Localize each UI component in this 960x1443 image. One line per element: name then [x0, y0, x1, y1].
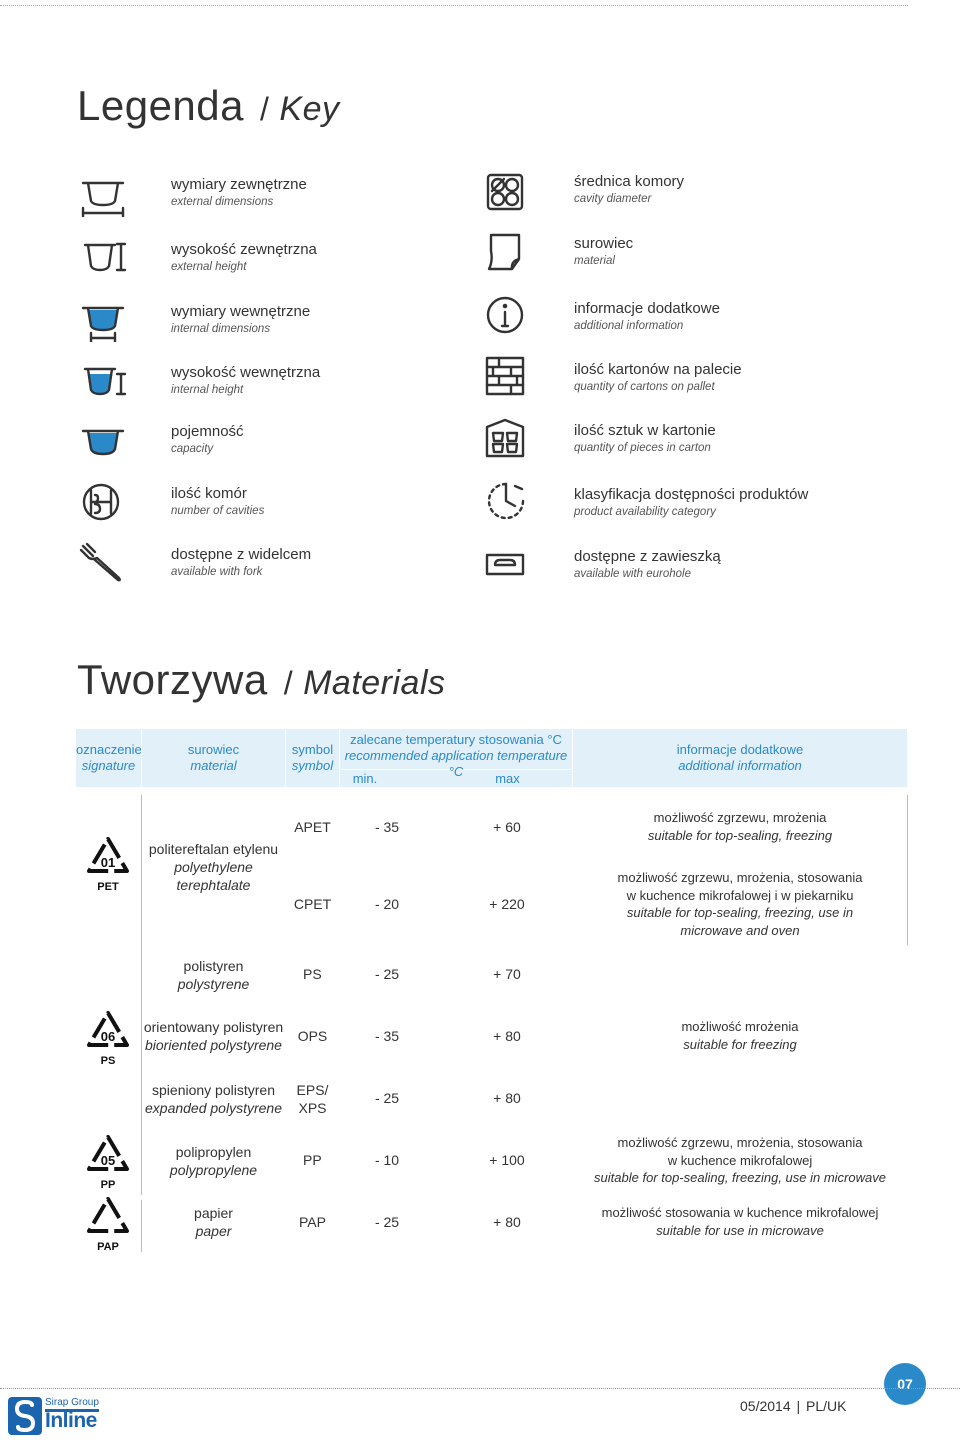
pallet-icon: [484, 355, 526, 397]
recycle-icon: [85, 1010, 131, 1050]
info-cpet: [573, 869, 907, 939]
legend-item-external-height: [171, 241, 317, 275]
recycle-code-label: PP: [100, 1179, 116, 1191]
material-pp: [142, 1143, 285, 1179]
cavities-icon: [81, 482, 121, 522]
symbol-pp: PP: [303, 1152, 322, 1168]
legend-item-fork: [171, 546, 311, 580]
footer-date: 05/2014: [740, 1398, 791, 1414]
symbol-cpet: CPET: [293, 896, 332, 912]
min-temp: - 35: [374, 819, 400, 835]
legend-label-en: available with eurohole: [574, 568, 691, 580]
column-divider: [907, 795, 908, 945]
legend-label-en: number of cavities: [171, 505, 265, 517]
header-material-pl: surowiec: [187, 742, 240, 757]
header-signature-en: signature: [81, 758, 136, 773]
legend-label-en: external height: [171, 261, 247, 273]
legend-item-capacity: [171, 423, 244, 457]
legend-label-en: internal height: [171, 384, 244, 396]
legend-item-material: [574, 235, 633, 269]
legend-label-pl: ilość sztuk w kartonie: [574, 422, 716, 439]
title-separator: /: [260, 91, 270, 127]
info-text-en: suitable for top-sealing, freezing: [647, 827, 833, 843]
max-temp: + 60: [493, 819, 521, 835]
max-temp: + 70: [493, 966, 521, 982]
symbol-ps: PS: [303, 966, 322, 982]
material-name-pl: polipropylen: [175, 1144, 252, 1160]
info-text-en: suitable for top-sealing, freezing, use in: [626, 905, 854, 920]
legend-title-pl: Legenda: [77, 82, 245, 129]
symbol-eps-line: EPS/: [296, 1082, 329, 1098]
capacity-icon: [79, 423, 127, 459]
info-text-pl: możliwość zgrzewu, mrożenia: [653, 810, 827, 825]
symbol-pap: PAP: [299, 1214, 326, 1230]
footer-edition: 05/2014 | PL/UK: [740, 1398, 847, 1414]
info-text-pl: w kuchence mikrofalowej: [667, 1152, 813, 1168]
recycle-icon: [85, 836, 131, 876]
footer-language: PL/UK: [806, 1398, 847, 1414]
material-name-en: polyethylene: [174, 859, 253, 875]
min-temp: - 25: [374, 1090, 400, 1106]
legend-item-external-dimensions: [171, 176, 307, 210]
footer-dotted-rule: [0, 1388, 960, 1389]
header-temp-pl: zalecane temperatury stosowania °C: [350, 732, 562, 747]
legend-item-cavity-diameter: [574, 173, 684, 207]
legend-label-pl: klasyfikacja dostępności produktów: [574, 486, 809, 503]
info-text-pl: możliwość zgrzewu, mrożenia, stosowania: [617, 1135, 863, 1150]
material-name-pl: spieniony polistyren: [152, 1082, 275, 1098]
header-max: max: [495, 771, 520, 786]
legend-label-en: quantity of pieces in carton: [574, 442, 711, 454]
symbol-ops: OPS: [297, 1028, 328, 1044]
min-temp: - 35: [374, 1028, 400, 1044]
symbol-eps: [286, 1081, 339, 1117]
info-pap: [573, 1204, 907, 1239]
header-material: [142, 742, 285, 774]
min-temp: - 20: [374, 896, 400, 912]
brand-logo-text: Inline: [45, 1409, 97, 1432]
recycle-code-label: PAP: [97, 1241, 119, 1253]
info-text-pl: możliwość mrożenia: [681, 1019, 799, 1034]
legend-label-en: internal dimensions: [171, 323, 271, 335]
recycle-symbol-ps: [82, 1010, 134, 1067]
info-text-en: microwave and oven: [680, 922, 800, 938]
recycle-symbol-pp: [82, 1134, 134, 1191]
header-info-pl: informacje dodatkowe: [676, 742, 804, 757]
material-ps: [142, 957, 285, 993]
fork-icon: [79, 542, 125, 582]
info-icon: [485, 295, 525, 335]
internal-dimensions-icon: [79, 300, 127, 342]
legend-label-en: additional information: [574, 320, 684, 332]
internal-height-icon: [83, 364, 129, 398]
recycle-symbol-pap: [82, 1196, 134, 1253]
legend-item-eurohole: [574, 548, 721, 582]
page-number-badge: 07: [884, 1363, 926, 1405]
material-pap: [142, 1204, 285, 1240]
info-text-pl: możliwość zgrzewu, mrożenia, stosowania: [617, 870, 863, 885]
top-dotted-rule: [0, 0, 908, 6]
max-temp: + 100: [489, 1152, 525, 1168]
recycle-code-number: 01: [100, 855, 116, 870]
clock-icon: [485, 480, 527, 522]
legend-item-availability: [574, 486, 808, 520]
max-temp: + 80: [493, 1028, 521, 1044]
legend-label-en: cavity diameter: [574, 193, 652, 205]
legend-label-en: available with fork: [171, 566, 263, 578]
legend-label-en: external dimensions: [171, 196, 274, 208]
material-name-en: paper: [195, 1223, 232, 1239]
header-min: min.: [352, 771, 378, 786]
legend-label-pl: informacje dodatkowe: [574, 300, 720, 317]
info-text-en: suitable for top-sealing, freezing, use in microwave: [594, 1170, 886, 1185]
external-dimensions-icon: [79, 175, 127, 217]
material-name-pl: polistyren: [183, 958, 244, 974]
recycle-symbol-pet: [82, 836, 134, 893]
material-name-en: polypropylene: [169, 1162, 258, 1178]
legend-item-internal-height: [171, 364, 320, 398]
legend-label-pl: średnica komory: [574, 173, 685, 190]
legend-label-en: material: [574, 255, 615, 267]
info-text-en: suitable for freezing: [683, 1036, 797, 1052]
external-height-icon: [83, 240, 129, 274]
material-eps: [142, 1081, 285, 1117]
min-temp: - 25: [374, 966, 400, 982]
header-temp-en: recommended application temperature °C: [344, 748, 568, 779]
material-name-en: polystyrene: [177, 976, 250, 992]
materials-title: [77, 656, 446, 704]
legend-item-additional-info: [574, 300, 720, 334]
symbol-apet: APET: [294, 819, 331, 835]
carton-icon: [484, 417, 526, 459]
legend-item-internal-dimensions: [171, 303, 310, 337]
info-text-pl: w kuchence mikrofalowej i w piekarniku: [626, 887, 854, 903]
max-temp: + 80: [493, 1090, 521, 1106]
material-name-en: bioriented polystyrene: [145, 1037, 282, 1053]
header-material-en: material: [190, 758, 237, 773]
legend-item-carton: [574, 422, 716, 456]
legend-label-pl: ilość kartonów na palecie: [574, 361, 742, 378]
info-pp: [573, 1134, 907, 1187]
material-icon: [486, 231, 524, 273]
legend-title: [77, 82, 340, 130]
material-name-en: expanded polystyrene: [145, 1100, 282, 1116]
min-temp: - 10: [374, 1152, 400, 1168]
header-signature-pl: oznaczenie: [76, 742, 142, 757]
legend-title-en: Key: [279, 90, 340, 128]
material-ops: [142, 1018, 285, 1054]
header-signature: [76, 742, 141, 774]
legend-item-cavities: [171, 485, 264, 519]
legend-item-pallet: [574, 361, 742, 395]
legend-label-pl: dostępne z zawieszką: [574, 548, 721, 565]
sirap-logo-icon: [8, 1397, 42, 1435]
legend-label-pl: pojemność: [171, 423, 244, 440]
min-temp: - 25: [374, 1214, 400, 1230]
material-pet: [142, 840, 285, 894]
materials-title-pl: Tworzywa: [77, 656, 268, 703]
legend-label-pl: wysokość wewnętrzna: [171, 364, 321, 381]
info-text-pl: możliwość stosowania w kuchence mikrofalowej: [601, 1205, 879, 1220]
legend-label-pl: wysokość zewnętrzna: [171, 241, 317, 258]
title-separator: /: [283, 665, 294, 701]
legend-label-en: quantity of cartons on pallet: [574, 381, 715, 393]
eurohole-icon: [484, 550, 526, 578]
legend-label-pl: wymiary wewnętrzne: [171, 303, 311, 320]
recycle-code-number: 06: [100, 1029, 116, 1044]
symbol-xps-line: XPS: [298, 1100, 327, 1116]
legend-label-pl: dostępne z widelcem: [171, 546, 312, 563]
legend-label-pl: surowiec: [574, 235, 634, 252]
cavity-diameter-icon: [485, 172, 525, 212]
recycle-code-label: PS: [100, 1055, 116, 1067]
material-name-en: terephtalate: [176, 877, 251, 893]
header-symbol-en: symbol: [291, 758, 334, 773]
materials-title-en: Materials: [303, 664, 446, 702]
material-name-pl: orientowany polistyren: [143, 1019, 284, 1035]
info-text-en: suitable for use in microwave: [656, 1222, 824, 1238]
info-apet: [573, 809, 907, 844]
header-symbol: [286, 742, 339, 774]
recycle-code-label: PET: [97, 881, 119, 893]
material-name-pl: papier: [194, 1205, 233, 1221]
header-info-en: additional information: [678, 758, 802, 773]
legend-label-en: product availability category: [574, 506, 716, 518]
material-name-pl: politereftalan etylenu: [148, 841, 279, 857]
legend-label-pl: ilość komór: [171, 485, 247, 502]
recycle-icon: [85, 1196, 131, 1236]
legend-label-pl: wymiary zewnętrzne: [171, 176, 307, 193]
recycle-code-number: 05: [100, 1153, 116, 1168]
header-symbol-pl: symbol: [291, 742, 334, 757]
info-ps: [573, 1018, 907, 1053]
header-info: [573, 742, 907, 774]
max-temp: + 80: [493, 1214, 521, 1230]
max-temp: + 220: [489, 896, 525, 912]
legend-label-en: capacity: [171, 443, 214, 455]
brand-group-name: Sirap Group: [45, 1397, 99, 1408]
recycle-icon: [85, 1134, 131, 1174]
